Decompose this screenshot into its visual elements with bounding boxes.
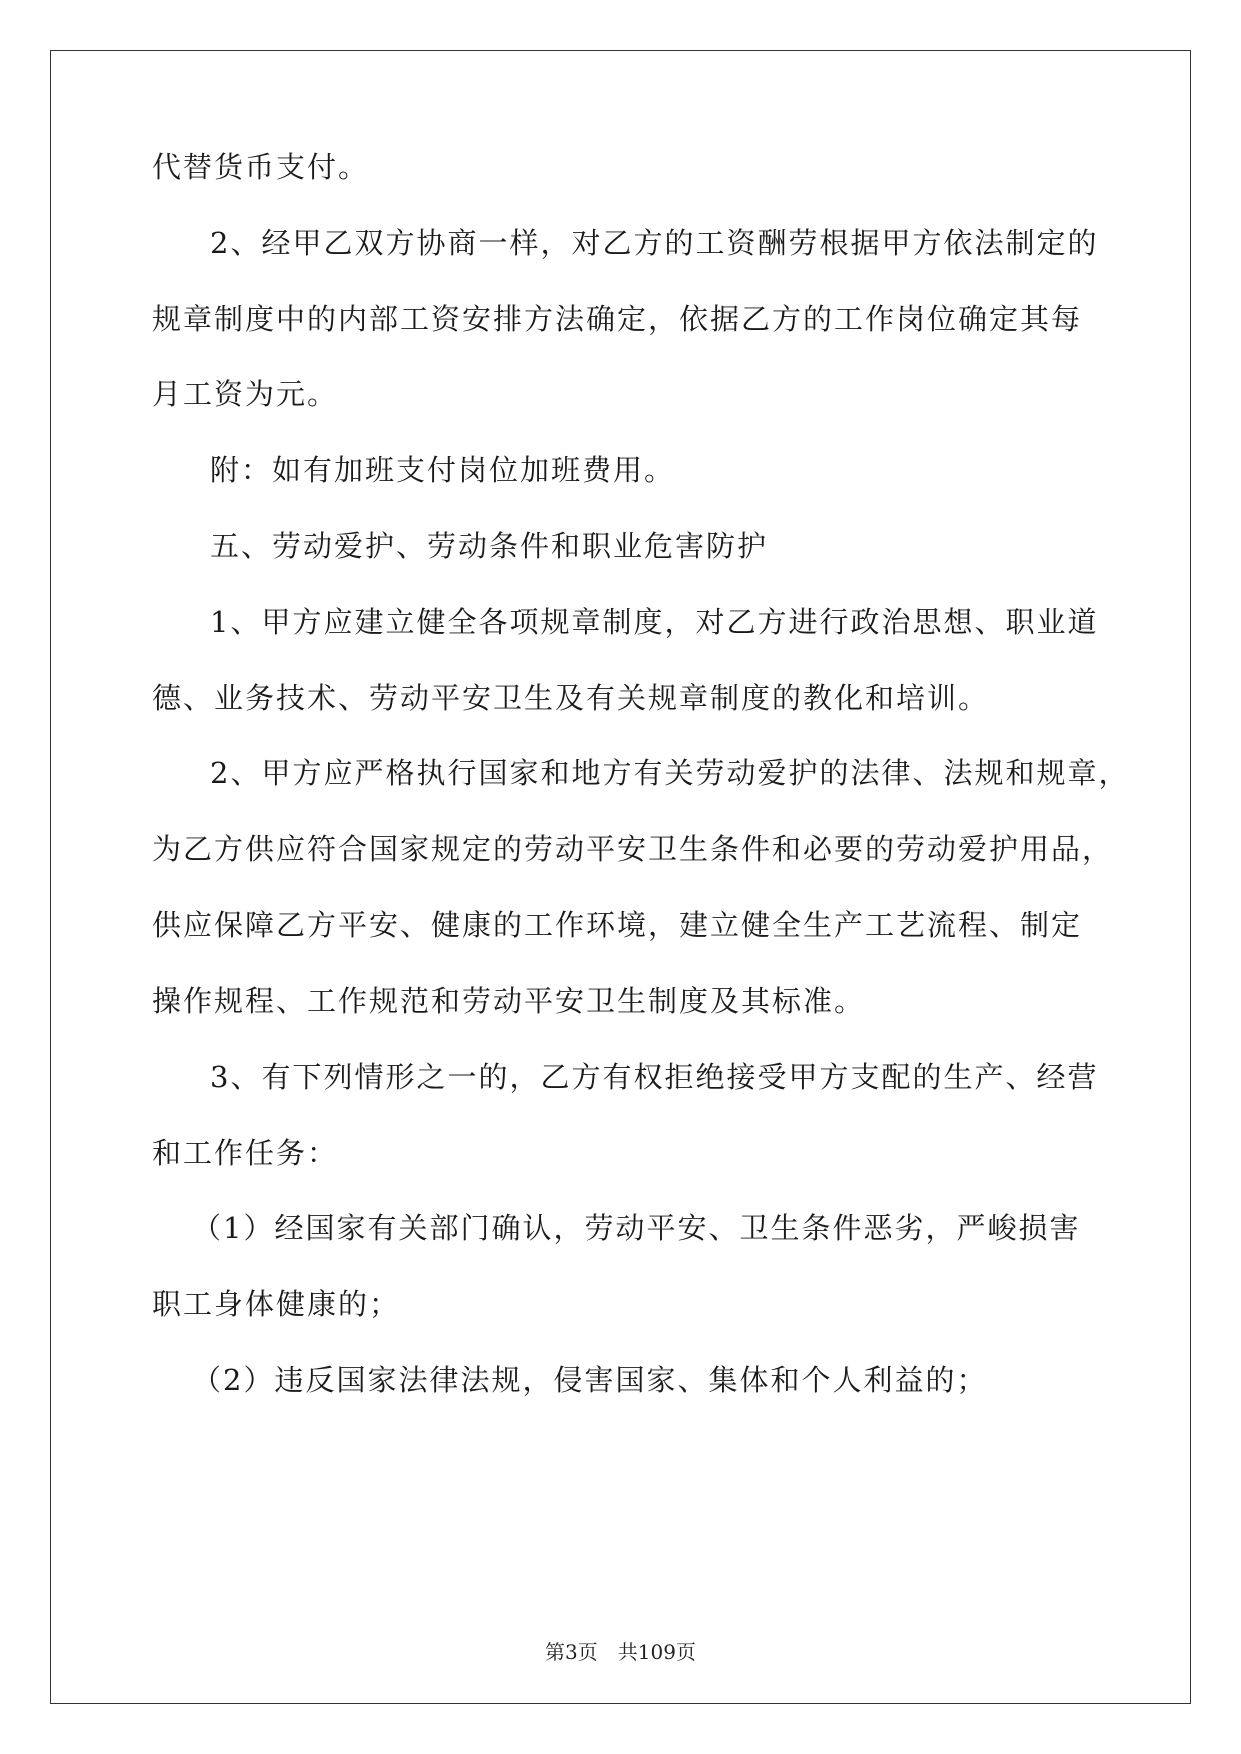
text-line: 为乙方供应符合国家规定的劳动平安卫生条件和必要的劳动爱护用品， [152, 832, 1114, 866]
text-line: 职工身体健康的； [152, 1287, 401, 1321]
text-line: 供应保障乙方平安、健康的工作环境，建立健全生产工艺流程、制定 [152, 908, 1083, 942]
list-item: （1）经国家有关部门确认，劳动平安、卫生条件恶劣，严峻损害 [192, 1211, 1081, 1245]
text-line: 德、业务技术、劳动平安卫生及有关规章制度的教化和培训。 [152, 681, 990, 715]
text-line: 操作规程、工作规范和劳动平安卫生制度及其标准。 [152, 984, 866, 1018]
page-number: 第3页 共109页 [545, 1640, 696, 1664]
list-item: （2）违反国家法律法规，侵害国家、集体和个人利益的； [192, 1363, 988, 1397]
text-line: 月工资为元。 [152, 377, 339, 411]
text-line: 3、有下列情形之一的，乙方有权拒绝接受甲方支配的生产、经营 [210, 1060, 1099, 1094]
page-border [50, 50, 1191, 1704]
text-line: 规章制度中的内部工资安排方法确定，依据乙方的工作岗位确定其每 [152, 302, 1083, 336]
text-line: 附：如有加班支付岗位加班费用。 [210, 453, 676, 487]
text-line: 2、甲方应严格执行国家和地方有关劳动爱护的法律、法规和规章， [210, 756, 1130, 790]
text-line: 和工作任务： [152, 1136, 339, 1170]
text-line: 1、甲方应建立健全各项规章制度，对乙方进行政治思想、职业道 [210, 605, 1099, 639]
section-heading: 五、劳动爱护、劳动条件和职业危害防护 [210, 529, 769, 563]
text-line: 2、经甲乙双方协商一样，对乙方的工资酬劳根据甲方依法制定的 [210, 226, 1099, 260]
text-line: 代替货币支付。 [152, 150, 370, 184]
